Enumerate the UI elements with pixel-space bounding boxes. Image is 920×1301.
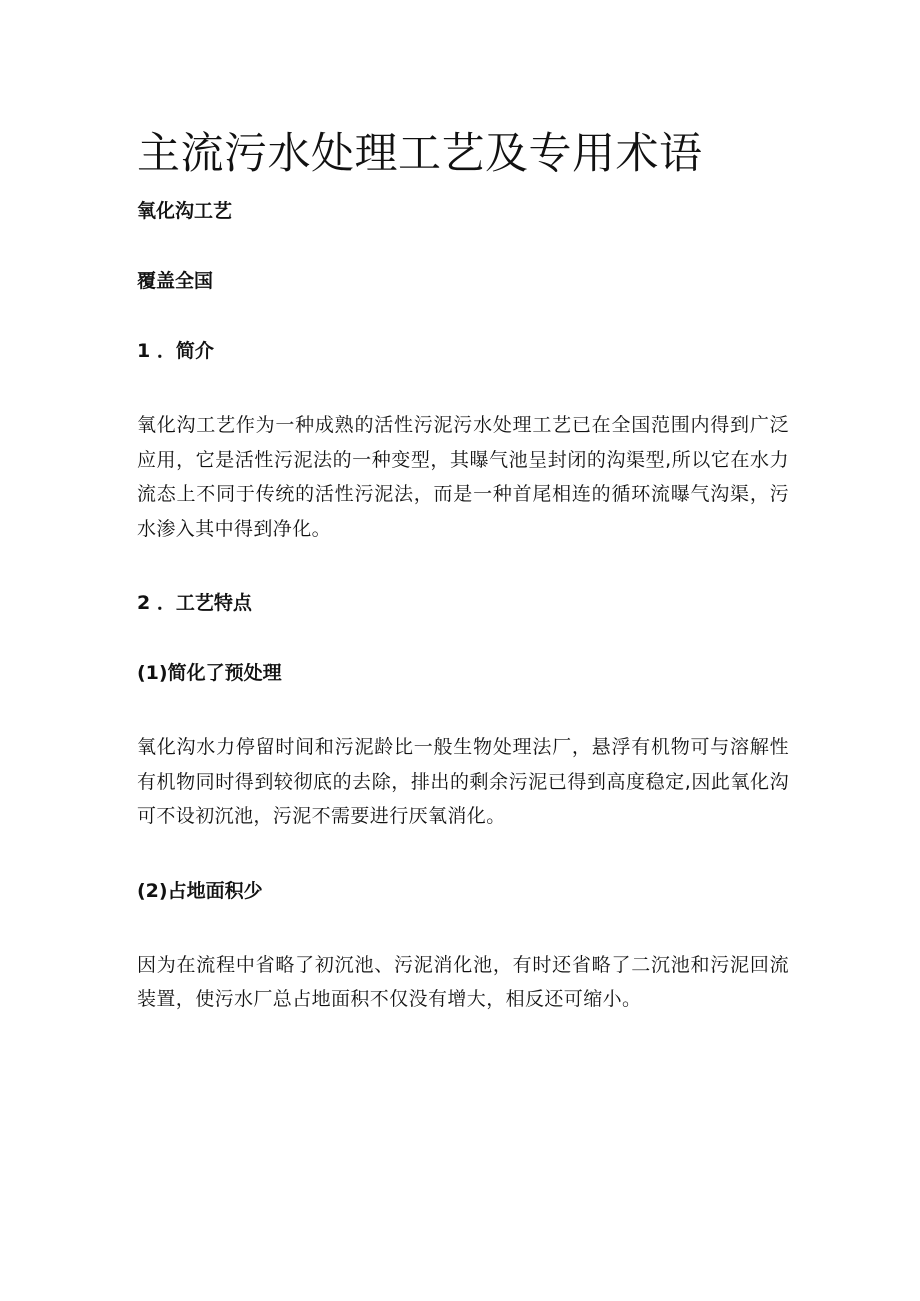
section-features-heading: 2 ．工艺特点 [137,592,252,614]
feature-2-heading: (2)占地面积少 [137,879,263,902]
feature-1-heading: (1)简化了预处理 [137,662,282,684]
coverage-heading: 覆盖全国 [137,270,214,292]
document-title: 主流污水处理工艺及专用术语 [137,129,703,179]
section-intro-heading: 1 ．简介 [137,340,214,362]
section-intro-paragraph: 氧化沟工艺作为一种成熟的活性污泥污水处理工艺已在全国范围内得到广泛应用，它是活性污泥法的一种变型，其曝气池呈封闭的沟渠型,所以它在水力流态上不同于传统的活性污泥法，而是一种首尾相连的循环流曝气沟渠，污水渗入其中得到净化。 [137,414,789,540]
document-content [137,128,789,1017]
process-name-heading: 氧化沟工艺 [137,200,233,222]
feature-1-paragraph: 氧化沟水力停留时间和污泥龄比一般生物处理法厂，悬浮有机物可与溶解性有机物同时得到较彻底的去除，排出的剩余污泥已得到高度稳定,因此氧化沟可不设初沉池，污泥不需要进行厌氧消化。 [137,736,789,827]
feature-2-paragraph: 因为在流程中省略了初沉池、污泥消化池，有时还省略了二沉池和污泥回流装置，使污水厂总占地面积不仅没有增大，相反还可缩小。 [137,953,789,1010]
